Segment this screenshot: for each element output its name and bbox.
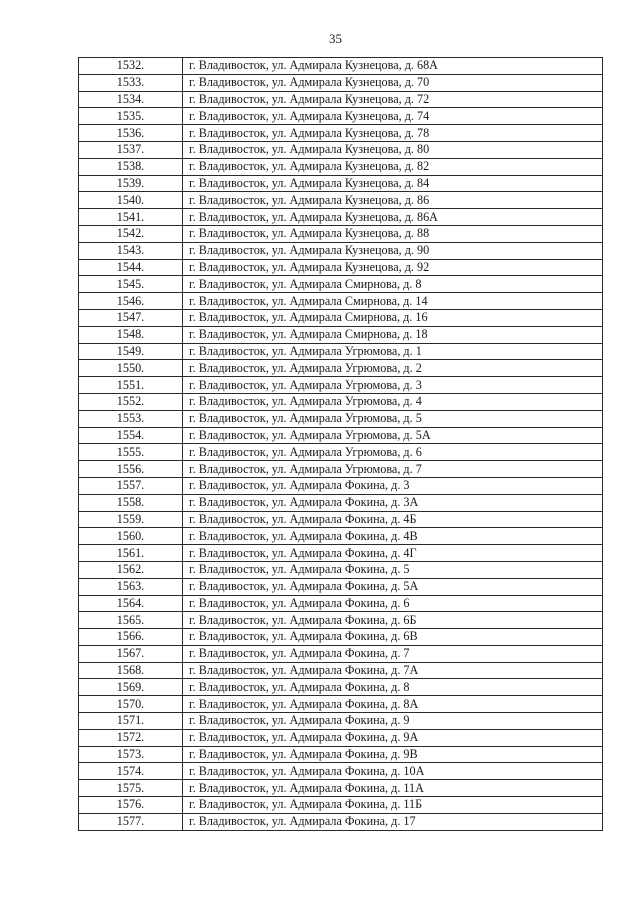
row-number: 1542. xyxy=(79,225,183,242)
table-row xyxy=(79,276,603,293)
address-table-body xyxy=(79,58,603,831)
table-row xyxy=(79,477,603,494)
row-number: 1569. xyxy=(79,679,183,696)
table-row xyxy=(79,91,603,108)
row-number: 1553. xyxy=(79,410,183,427)
row-address: г. Владивосток, ул. Адмирала Кузнецова, д. 74 xyxy=(183,108,603,125)
row-number: 1559. xyxy=(79,511,183,528)
row-number: 1563. xyxy=(79,578,183,595)
row-address: г. Владивосток, ул. Адмирала Смирнова, д. 16 xyxy=(183,309,603,326)
row-address: г. Владивосток, ул. Адмирала Фокина, д. 4В xyxy=(183,528,603,545)
table-row xyxy=(79,74,603,91)
row-address: г. Владивосток, ул. Адмирала Фокина, д. 9А xyxy=(183,729,603,746)
row-address: г. Владивосток, ул. Адмирала Угрюмова, д. 1 xyxy=(183,343,603,360)
table-row xyxy=(79,309,603,326)
row-address: г. Владивосток, ул. Адмирала Фокина, д. 6В xyxy=(183,629,603,646)
row-address: г. Владивосток, ул. Адмирала Кузнецова, д. 88 xyxy=(183,225,603,242)
row-address: г. Владивосток, ул. Адмирала Фокина, д. 10А xyxy=(183,763,603,780)
row-address: г. Владивосток, ул. Адмирала Смирнова, д. 14 xyxy=(183,293,603,310)
row-number: 1534. xyxy=(79,91,183,108)
row-number: 1572. xyxy=(79,729,183,746)
table-row xyxy=(79,343,603,360)
row-address: г. Владивосток, ул. Адмирала Фокина, д. 4Б xyxy=(183,511,603,528)
row-number: 1556. xyxy=(79,461,183,478)
row-number: 1546. xyxy=(79,293,183,310)
row-number: 1552. xyxy=(79,393,183,410)
table-row xyxy=(79,225,603,242)
row-address: г. Владивосток, ул. Адмирала Смирнова, д. 18 xyxy=(183,326,603,343)
row-address: г. Владивосток, ул. Адмирала Фокина, д. 4Г xyxy=(183,545,603,562)
row-address: г. Владивосток, ул. Адмирала Кузнецова, д. 86 xyxy=(183,192,603,209)
row-address: г. Владивосток, ул. Адмирала Угрюмова, д. 6 xyxy=(183,444,603,461)
row-address: г. Владивосток, ул. Адмирала Угрюмова, д. 5А xyxy=(183,427,603,444)
table-row xyxy=(79,427,603,444)
row-number: 1577. xyxy=(79,813,183,830)
table-row xyxy=(79,662,603,679)
table-row xyxy=(79,645,603,662)
row-number: 1543. xyxy=(79,242,183,259)
table-row xyxy=(79,729,603,746)
row-address: г. Владивосток, ул. Адмирала Фокина, д. 7А xyxy=(183,662,603,679)
row-address: г. Владивосток, ул. Адмирала Фокина, д. 8 xyxy=(183,679,603,696)
row-address: г. Владивосток, ул. Адмирала Кузнецова, д. 70 xyxy=(183,74,603,91)
table-row xyxy=(79,360,603,377)
table-row xyxy=(79,746,603,763)
row-number: 1535. xyxy=(79,108,183,125)
table-row xyxy=(79,259,603,276)
table-row xyxy=(79,494,603,511)
row-number: 1549. xyxy=(79,343,183,360)
row-number: 1566. xyxy=(79,629,183,646)
row-number: 1560. xyxy=(79,528,183,545)
row-address: г. Владивосток, ул. Адмирала Угрюмова, д. 4 xyxy=(183,393,603,410)
row-address: г. Владивосток, ул. Адмирала Фокина, д. 11Б xyxy=(183,797,603,814)
table-row xyxy=(79,125,603,142)
table-row xyxy=(79,511,603,528)
row-number: 1565. xyxy=(79,612,183,629)
row-number: 1533. xyxy=(79,74,183,91)
row-address: г. Владивосток, ул. Адмирала Кузнецова, д. 92 xyxy=(183,259,603,276)
row-number: 1547. xyxy=(79,309,183,326)
table-row xyxy=(79,393,603,410)
row-address: г. Владивосток, ул. Адмирала Кузнецова, д. 86А xyxy=(183,209,603,226)
table-row xyxy=(79,679,603,696)
address-table xyxy=(78,57,603,831)
row-number: 1574. xyxy=(79,763,183,780)
row-address: г. Владивосток, ул. Адмирала Кузнецова, д. 90 xyxy=(183,242,603,259)
table-row xyxy=(79,209,603,226)
table-row xyxy=(79,797,603,814)
row-address: г. Владивосток, ул. Адмирала Кузнецова, д. 68А xyxy=(183,58,603,75)
row-number: 1541. xyxy=(79,209,183,226)
row-number: 1551. xyxy=(79,377,183,394)
row-number: 1554. xyxy=(79,427,183,444)
table-row xyxy=(79,561,603,578)
table-row xyxy=(79,545,603,562)
row-address: г. Владивосток, ул. Адмирала Фокина, д. 5А xyxy=(183,578,603,595)
row-number: 1544. xyxy=(79,259,183,276)
table-row xyxy=(79,293,603,310)
row-number: 1567. xyxy=(79,645,183,662)
row-address: г. Владивосток, ул. Адмирала Кузнецова, д. 84 xyxy=(183,175,603,192)
row-address: г. Владивосток, ул. Адмирала Кузнецова, д. 80 xyxy=(183,141,603,158)
row-address: г. Владивосток, ул. Адмирала Фокина, д. 11А xyxy=(183,780,603,797)
table-row xyxy=(79,595,603,612)
table-row xyxy=(79,141,603,158)
table-row xyxy=(79,58,603,75)
row-number: 1561. xyxy=(79,545,183,562)
table-row xyxy=(79,192,603,209)
table-row xyxy=(79,242,603,259)
row-number: 1537. xyxy=(79,141,183,158)
row-number: 1558. xyxy=(79,494,183,511)
table-row xyxy=(79,629,603,646)
row-address: г. Владивосток, ул. Адмирала Кузнецова, д. 78 xyxy=(183,125,603,142)
row-number: 1568. xyxy=(79,662,183,679)
row-address: г. Владивосток, ул. Адмирала Угрюмова, д. 5 xyxy=(183,410,603,427)
row-number: 1557. xyxy=(79,477,183,494)
row-address: г. Владивосток, ул. Адмирала Фокина, д. 9В xyxy=(183,746,603,763)
row-address: г. Владивосток, ул. Адмирала Угрюмова, д. 7 xyxy=(183,461,603,478)
row-number: 1570. xyxy=(79,696,183,713)
row-number: 1548. xyxy=(79,326,183,343)
row-number: 1564. xyxy=(79,595,183,612)
table-row xyxy=(79,696,603,713)
row-address: г. Владивосток, ул. Адмирала Фокина, д. 5 xyxy=(183,561,603,578)
row-number: 1532. xyxy=(79,58,183,75)
row-number: 1555. xyxy=(79,444,183,461)
row-address: г. Владивосток, ул. Адмирала Фокина, д. 8А xyxy=(183,696,603,713)
table-row xyxy=(79,158,603,175)
table-row xyxy=(79,108,603,125)
row-number: 1573. xyxy=(79,746,183,763)
row-address: г. Владивосток, ул. Адмирала Фокина, д. 3А xyxy=(183,494,603,511)
row-number: 1545. xyxy=(79,276,183,293)
row-address: г. Владивосток, ул. Адмирала Угрюмова, д. 2 xyxy=(183,360,603,377)
row-address: г. Владивосток, ул. Адмирала Угрюмова, д. 3 xyxy=(183,377,603,394)
table-row xyxy=(79,813,603,830)
page-number: 35 xyxy=(329,31,342,46)
row-number: 1536. xyxy=(79,125,183,142)
table-row xyxy=(79,175,603,192)
table-row xyxy=(79,612,603,629)
table-row xyxy=(79,780,603,797)
row-number: 1550. xyxy=(79,360,183,377)
table-row xyxy=(79,763,603,780)
row-number: 1538. xyxy=(79,158,183,175)
table-row xyxy=(79,326,603,343)
row-number: 1575. xyxy=(79,780,183,797)
row-number: 1539. xyxy=(79,175,183,192)
row-address: г. Владивосток, ул. Адмирала Кузнецова, д. 82 xyxy=(183,158,603,175)
table-row xyxy=(79,578,603,595)
row-address: г. Владивосток, ул. Адмирала Фокина, д. 3 xyxy=(183,477,603,494)
row-address: г. Владивосток, ул. Адмирала Фокина, д. 6Б xyxy=(183,612,603,629)
row-address: г. Владивосток, ул. Адмирала Смирнова, д. 8 xyxy=(183,276,603,293)
table-row xyxy=(79,444,603,461)
row-number: 1540. xyxy=(79,192,183,209)
table-row xyxy=(79,528,603,545)
table-row xyxy=(79,377,603,394)
row-number: 1562. xyxy=(79,561,183,578)
table-row xyxy=(79,461,603,478)
row-number: 1571. xyxy=(79,713,183,730)
table-row xyxy=(79,410,603,427)
row-address: г. Владивосток, ул. Адмирала Фокина, д. 17 xyxy=(183,813,603,830)
row-address: г. Владивосток, ул. Адмирала Фокина, д. 7 xyxy=(183,645,603,662)
table-row xyxy=(79,713,603,730)
row-address: г. Владивосток, ул. Адмирала Фокина, д. 9 xyxy=(183,713,603,730)
row-address: г. Владивосток, ул. Адмирала Кузнецова, д. 72 xyxy=(183,91,603,108)
row-address: г. Владивосток, ул. Адмирала Фокина, д. 6 xyxy=(183,595,603,612)
row-number: 1576. xyxy=(79,797,183,814)
